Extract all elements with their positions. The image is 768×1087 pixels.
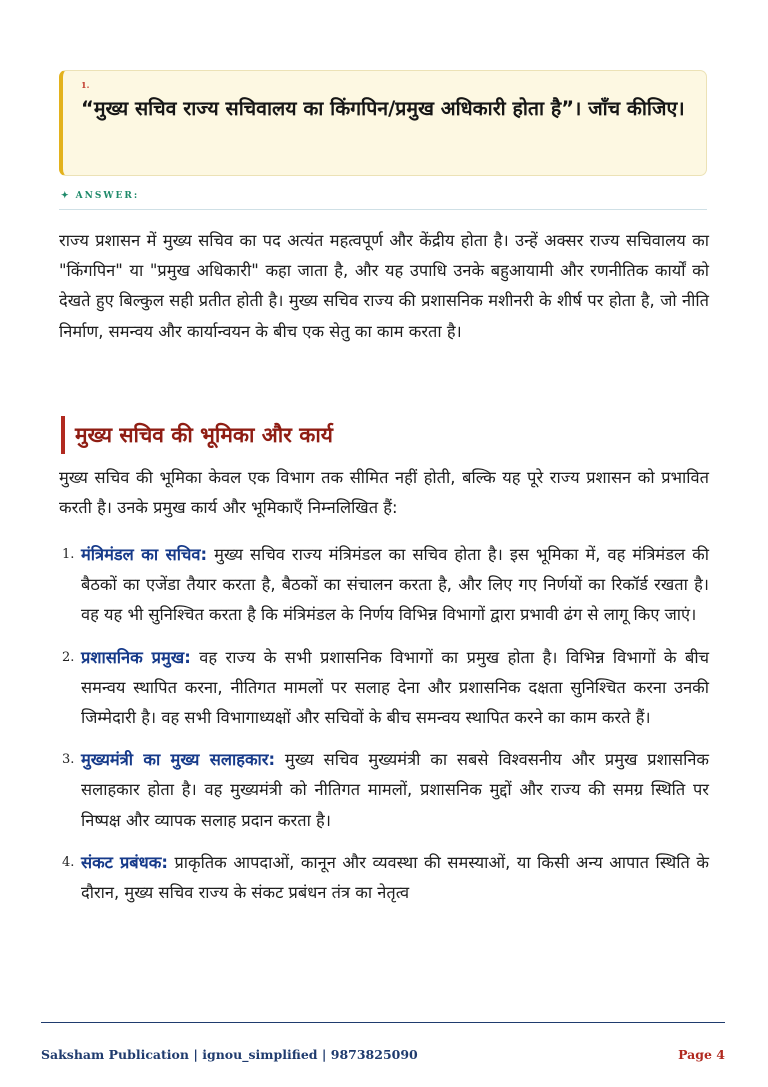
list-item-number: 2. <box>62 649 75 665</box>
page-number: Page 4 <box>678 1047 725 1062</box>
list-item-term: मंत्रिमंडल का सचिव: <box>81 545 208 564</box>
list-item <box>59 745 709 836</box>
list-item-term: संकट प्रबंधक: <box>81 852 168 872</box>
list-item <box>59 848 709 908</box>
roles-list <box>59 540 709 908</box>
footer-publisher: Saksham Publication | ignou_simplified | 9873825090 <box>41 1047 418 1062</box>
list-item-text: प्राकृतिक आपदाओं, कानून और व्यवस्था की समस्याओं, या किसी अन्य आपात स्थिति के दौरान, मुख्य सचिव राज्य के संकट प्रबंधन तंत्र का नेतृत्व <box>81 852 709 903</box>
question-text: “मुख्य सचिव राज्य सचिवालय का किंगपिन/प्रमुख अधिकारी होता है”। जाँच कीजिए। <box>81 97 685 120</box>
list-item-number: 1. <box>62 547 75 562</box>
intro-paragraph: राज्य प्रशासन में मुख्य सचिव का पद अत्यंत महत्वपूर्ण और केंद्रीय होता है। उन्हें अक्सर राज्य सचिवालय का "किंगपिन" या "प्रमुख अधिकारी" कहा जाता है, और यह उपाधि उनके बहुआयामी और रणनीतिक कार्यों को देखते हुए बिल्कुल सही प्रतीत होती है। मुख्य सचिव राज्य की प्रशासनिक मशीनरी के शीर्ष पर होता है, जो नीति निर्माण, समन्वय और कार्यान्वयन के बीच एक सेतु का काम करता है। <box>59 231 709 341</box>
answer-divider <box>59 209 707 210</box>
question-number: 1. <box>81 80 90 90</box>
section-heading: मुख्य सचिव की भूमिका और कार्य <box>61 416 333 454</box>
list-item-number: 3. <box>62 752 75 768</box>
list-item-text: वह राज्य के सभी प्रशासनिक विभागों का प्रमुख होता है। विभिन्न विभागों के बीच समन्वय स्थापित करना, नीतिगत मामलों पर सलाह देना और प्रशासनिक दक्षता सुनिश्चित करना उनकी जिम्मेदारी है। वह सभी विभागाध्यक्षों और सचिवों के बीच समन्वय स्थापित करने का काम करते हैं। <box>81 647 709 728</box>
list-item <box>59 540 709 631</box>
question-box <box>59 70 707 176</box>
list-item-term: मुख्यमंत्री का मुख्य सलाहकार: <box>81 750 276 770</box>
list-item-text: मुख्य सचिव राज्य मंत्रिमंडल का सचिव होता है। इस भूमिका में, वह मंत्रिमंडल की बैठकों का एजेंडा तैयार करता है, बैठकों का संचालन करता है, और लिए गए निर्णयों का रिकॉर्ड रखता है। वह यह भी सुनिश्चित करता है कि मंत्रिमंडल के निर्णय विभिन्न विभागों द्वारा प्रभावी ढंग से लागू किए जाएं। <box>81 545 709 625</box>
section-intro: मुख्य सचिव की भूमिका केवल एक विभाग तक सीमित नहीं होती, बल्कि यह पूरे राज्य प्रशासन को प्रभावित करती है। उनके प्रमुख कार्य और भूमिकाएँ निम्नलिखित हैं: <box>59 468 709 518</box>
answer-label: ✦ ANSWER: <box>61 191 140 201</box>
list-item-number: 4. <box>62 854 75 870</box>
list-item-text: मुख्य सचिव मुख्यमंत्री का सबसे विश्वसनीय और प्रमुख प्रशासनिक सलाहकार होता है। वह मुख्यमंत्री को नीतिगत मामलों, प्रशासनिक मुद्दों और राज्य की समग्र स्थिति पर निष्पक्ष और व्यापक सलाह प्रदान करता है। <box>81 750 710 830</box>
list-item <box>59 643 709 734</box>
footer-divider <box>41 1022 725 1023</box>
list-item-term: प्रशासनिक प्रमुख: <box>81 647 191 667</box>
